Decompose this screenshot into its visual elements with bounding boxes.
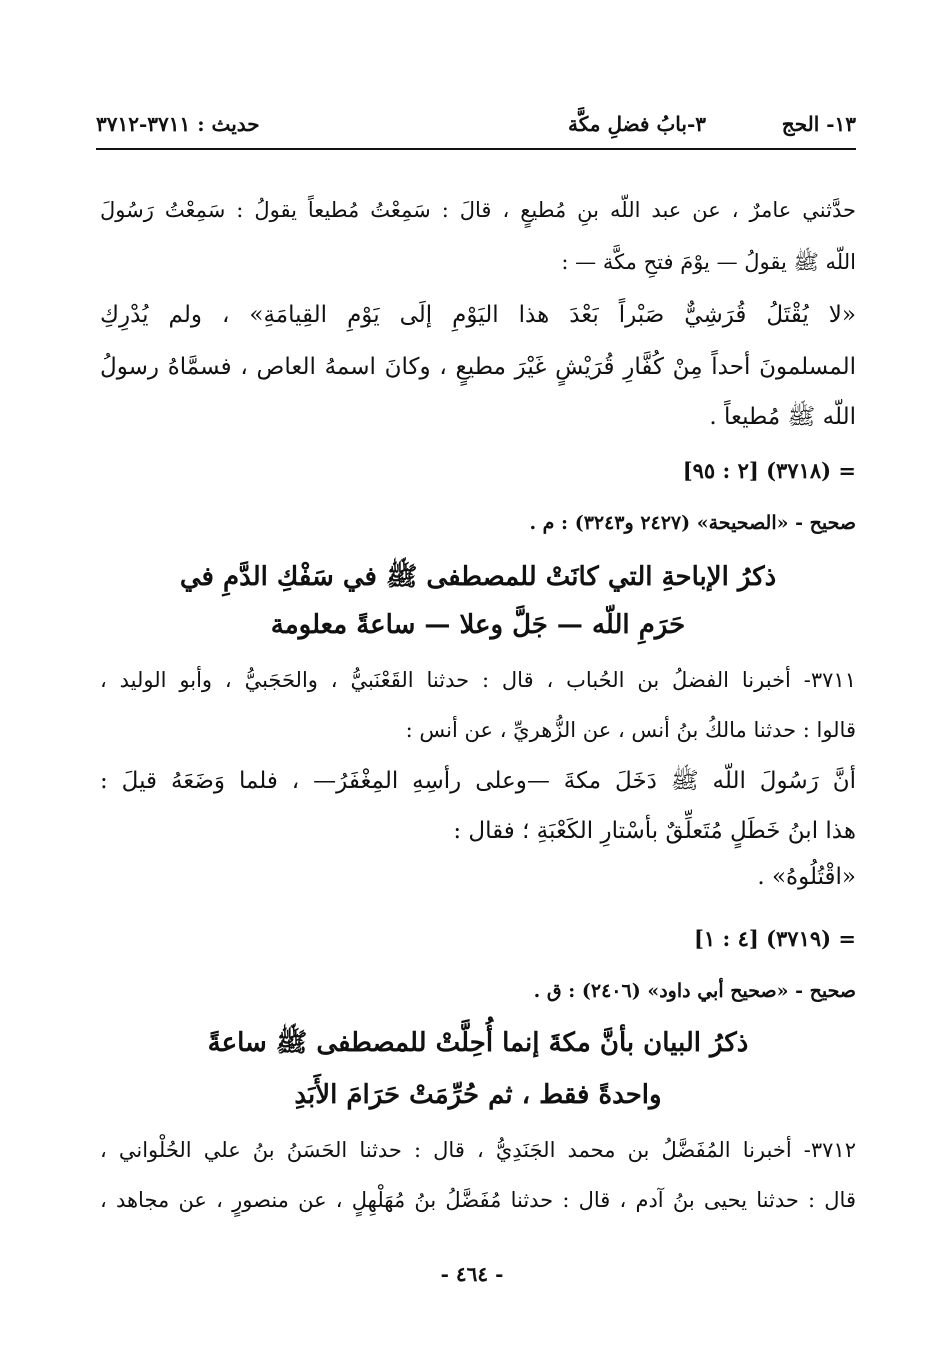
- section-heading: ذكرُ الإباحةِ التي كانَتْ للمصطفى ﷺ في سَفْكِ الدَّمِ في: [179, 562, 777, 592]
- cross-reference: = (٣٧١٩) [٤ : ١]: [693, 926, 856, 951]
- hadith-text-line: اللّه ﷺ مُطيعاً .: [709, 404, 856, 430]
- isnad-line: قال : حدثنا يحيى بنُ آدم ، قال : حدثنا مُفَضَّلُ بنُ مُهَلْهِلٍ ، عن منصورٍ ، عن مجاهد ،: [100, 1188, 856, 1212]
- header-hadith-range: حديث : ٣٧١١-٣٧١٢: [96, 112, 260, 136]
- isnad-line: قالوا : حدثنا مالكُ بنُ أنس ، عن الزُّهريِّ ، عن أنس :: [405, 718, 856, 742]
- section-heading: ذكرُ البيان بأنَّ مكةَ إنما أُحِلَّتْ للمصطفى ﷺ ساعةً: [207, 1028, 749, 1058]
- page-number: - ٤٦٤ -: [440, 1262, 504, 1286]
- header-chapter-title: ٣-بابُ فضلِ مكَّة: [568, 112, 706, 136]
- isnad-line: ٣٧١٢- أخبرنا المُفَضَّلُ بن محمد الجَنَدِيُّ ، قال : حدثنا الحَسَنُ بنُ علي الحُلْواني ،: [100, 1138, 856, 1162]
- hadith-grading: صحيح - «الصحيحة» (٢٤٢٧ و٣٢٤٣) : م .: [529, 512, 856, 534]
- hadith-text-line: «لا يُقْتَلُ قُرَشِيٌّ صَبْراً بَعْدَ هذا اليَوْمِ إلَى يَوْمِ القِيامَةِ» ، ولم يُدْرِكِ: [100, 302, 856, 328]
- hadith-text-line: «اقْتُلُوهُ» .: [757, 864, 856, 890]
- header-rule: [96, 148, 856, 150]
- cross-reference: = (٣٧١٨) [٢ : ٩٥]: [682, 458, 856, 483]
- section-heading: حَرَمِ اللّه — جَلَّ وعلا — ساعةً معلومة: [270, 610, 686, 640]
- header-book-title: ١٣- الحج: [781, 112, 856, 136]
- hadith-grading: صحيح - «صحيح أبي داود» (٢٤٠٦) : ق .: [533, 980, 856, 1002]
- hadith-text-line: هذا ابنُ خَطَلٍ مُتَعلِّقٌ بأسْتارِ الكَعْبَةِ ؛ فقال :: [453, 818, 856, 844]
- text-line: اللّه ﷺ يقولُ — يوْمَ فتحِ مكَّة — :: [561, 250, 856, 274]
- hadith-text-line: أنَّ رَسُولَ اللّه ﷺ دَخَلَ مكةَ —وعلى رأسِهِ المِغْفَرُ— ، فلما وَضَعَهُ قيلَ :: [100, 768, 856, 794]
- hadith-text-line: المسلمونَ أحداً مِنْ كُفَّارِ قُرَيْشٍ غَيْرَ مطيعٍ ، وكانَ اسمهُ العاص ، فسمَّاهُ رسولُ: [100, 354, 856, 380]
- isnad-line: ٣٧١١- أخبرنا الفضلُ بن الحُباب ، قال : حدثنا القَعْنَبيُّ ، والحَجَبيُّ ، وأبو الوليد ،: [100, 668, 856, 692]
- text-line: حدَّثني عامرٌ ، عن عبد اللّه بنِ مُطيعٍ ، قالَ : سَمِعْتُ مُطيعاً يقولُ : سَمِعْتُ رَسُولَ: [100, 198, 856, 222]
- section-heading: واحدةً فقط ، ثم حُرِّمَتْ حَرَامَ الأَبَدِ: [294, 1080, 662, 1110]
- running-header: [96, 112, 856, 142]
